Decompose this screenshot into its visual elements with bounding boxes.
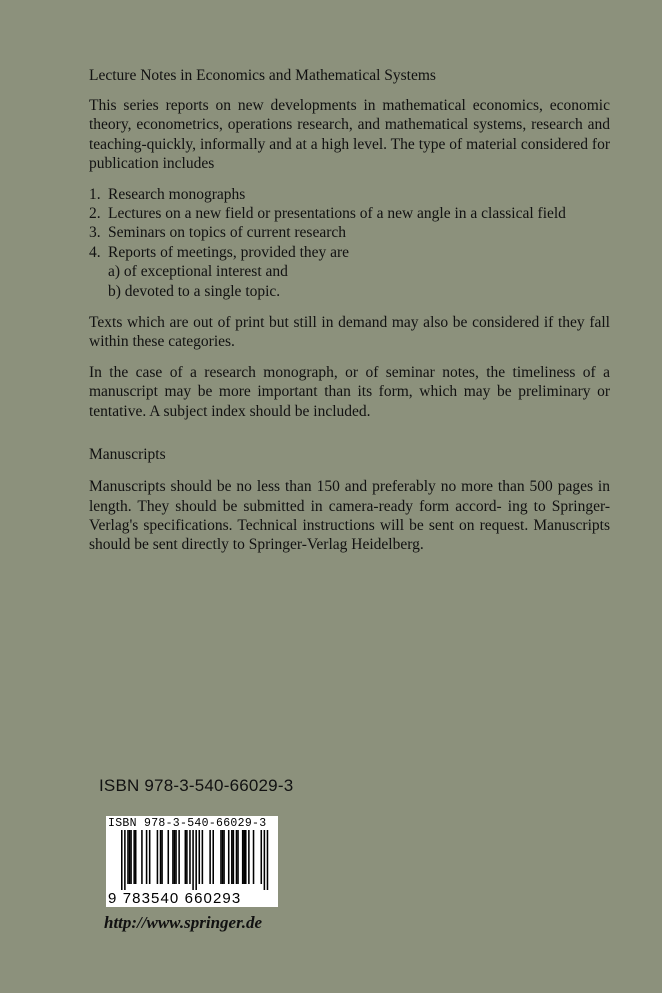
barcode-bar	[243, 830, 245, 884]
barcode-bar	[195, 830, 197, 890]
material-types-list	[89, 185, 610, 301]
list-number: 2.	[89, 205, 101, 223]
sub-item: a) of exceptional interest and	[108, 263, 288, 281]
list-text: Lectures on a new field or presentations of a new angle in a classical field	[108, 205, 566, 223]
list-text: Research monographs	[108, 185, 246, 203]
barcode-bar	[178, 830, 180, 884]
barcode-bar	[149, 830, 151, 884]
list-item	[89, 243, 610, 301]
isbn-label: ISBN 978-3-540-66029-3	[99, 776, 294, 795]
barcode-bar	[141, 830, 143, 884]
barcode-bar	[245, 830, 247, 884]
barcode-bar	[222, 830, 224, 884]
back-cover-text	[89, 66, 610, 566]
barcode-isbn-text: ISBN 978-3-540-66029-3	[108, 817, 267, 830]
barcode-bar	[175, 830, 177, 884]
barcode-bar	[135, 830, 137, 884]
barcode-bar	[242, 830, 244, 884]
barcode-bar	[212, 830, 214, 884]
series-title: Lecture Notes in Economics and Mathematical Systems	[89, 67, 436, 84]
barcode-bar	[202, 830, 204, 884]
barcode-bars	[106, 830, 278, 890]
barcode-bar	[209, 830, 211, 884]
list-item	[89, 204, 610, 223]
barcode-bar	[168, 830, 170, 884]
barcode-bar	[192, 830, 194, 890]
barcode-bar	[157, 830, 159, 884]
barcode-bar	[231, 830, 233, 884]
list-number: 4.	[89, 243, 101, 261]
manuscripts-heading: Manuscripts	[89, 446, 166, 464]
barcode-bar	[253, 830, 255, 884]
barcode-bar	[267, 830, 269, 890]
barcode-bar	[129, 830, 131, 884]
publisher-url[interactable]: http://www.springer.de	[104, 913, 263, 932]
barcode-bar	[172, 830, 174, 884]
intro-paragraph: This series reports on new developments in mathematical economics, economic theory, econometrics, operations research, and mathematical systems, research and teaching-quickly, informally and at a high level. The type of material considered for publication includes	[89, 97, 610, 173]
barcode-bar	[199, 830, 201, 884]
barcode-bar	[185, 830, 187, 884]
barcode-bar	[248, 830, 250, 884]
list-item	[89, 185, 610, 204]
barcode-bar	[161, 830, 163, 884]
timeliness-paragraph: In the case of a research monograph, or of seminar notes, the timeliness of a manuscript may be more important than its form, which may be preliminary or tentative. A subject index should be included.	[89, 363, 610, 420]
barcode-digits: 9 783540 660293	[108, 890, 242, 907]
barcode-bar	[233, 830, 235, 884]
list-item	[89, 223, 610, 242]
barcode-bar	[127, 830, 129, 884]
barcode-bar	[146, 830, 148, 884]
barcode-bar	[133, 830, 135, 884]
barcode-bar	[121, 830, 123, 890]
isbn-barcode	[106, 816, 278, 907]
barcode-bar	[186, 830, 188, 884]
barcode-bar	[237, 830, 239, 884]
barcode-bar	[130, 830, 132, 884]
list-text: Reports of meetings, provided they are	[108, 243, 350, 261]
barcode-bar	[189, 830, 191, 884]
barcode-bar	[223, 830, 225, 884]
barcode-bar	[220, 830, 222, 884]
list-text: Seminars on topics of current research	[108, 224, 347, 242]
list-number: 3.	[89, 224, 101, 242]
barcode-bar	[174, 830, 176, 884]
barcode-bar	[228, 830, 230, 884]
list-number: 1.	[89, 185, 101, 203]
barcode-bar	[261, 830, 263, 884]
manuscripts-paragraph: Manuscripts should be no less than 150 and preferably no more than 500 pages in length. They should be submitted in camera-ready form accord- ing to Springer-Verlag's specifications. Technical instructions will be sent on request. Manuscripts should be sent directly to Springer-Verlag Heidelberg.	[89, 478, 610, 554]
sub-item: b) devoted to a single topic.	[108, 282, 281, 300]
out-of-print-paragraph: Texts which are out of print but still in demand may also be considered if they fall within these categories.	[89, 314, 610, 351]
barcode-bar	[236, 830, 238, 884]
barcode-bar	[160, 830, 162, 884]
barcode-bar	[124, 830, 126, 890]
barcode-bar	[264, 830, 266, 890]
